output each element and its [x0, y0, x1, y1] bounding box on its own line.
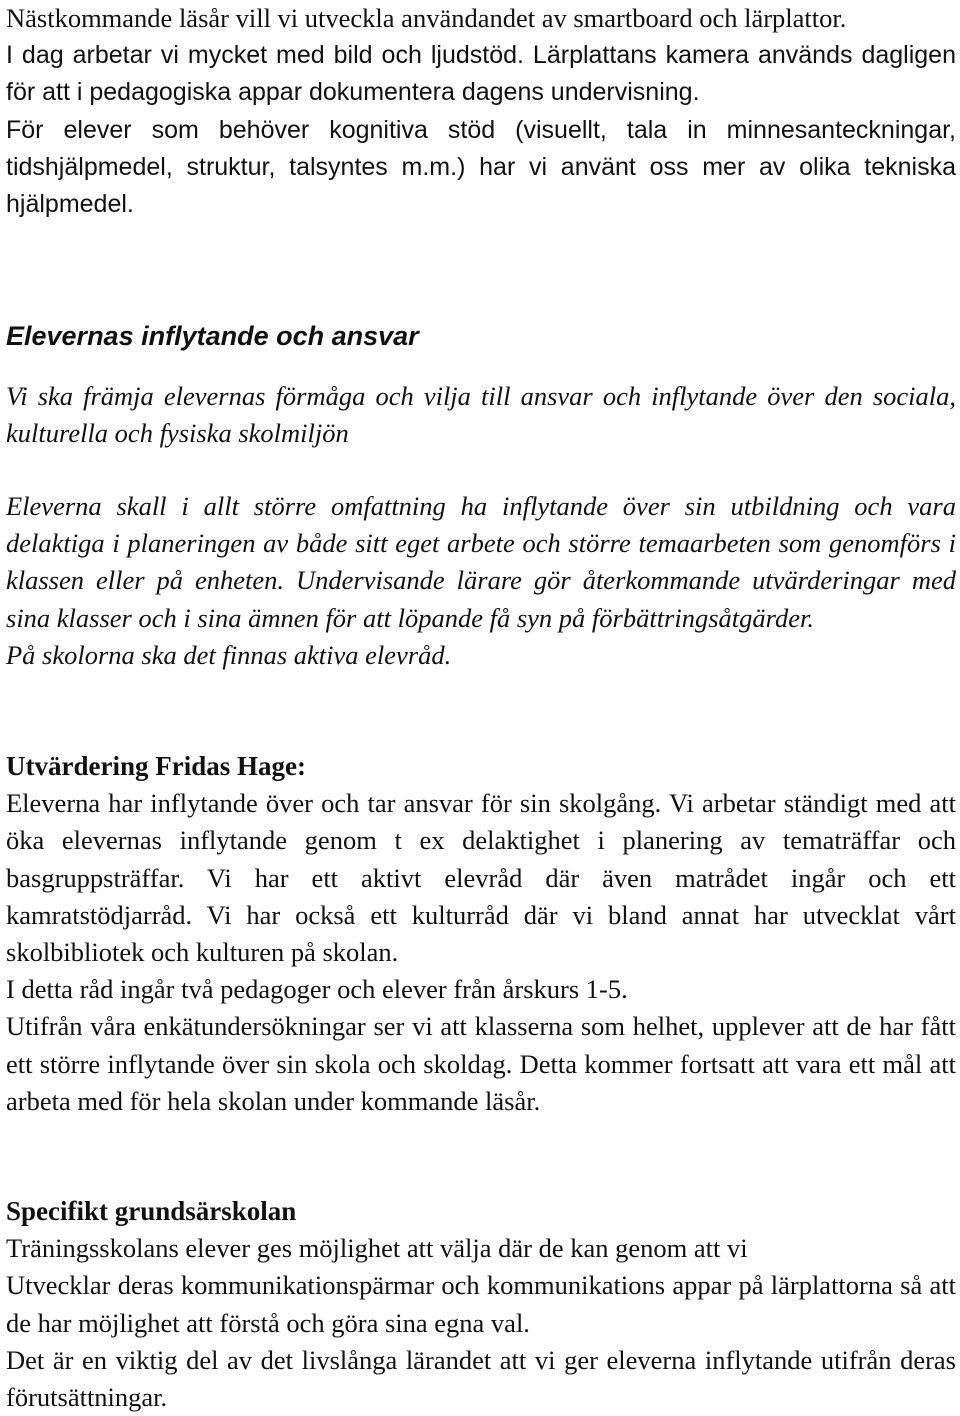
special-school-line-1: Träningsskolans elever ges möjlighet att välja där de kan genom att vi — [6, 1233, 748, 1264]
influence-body-text: Eleverna skall i allt större omfattning ha inflytande över sin utbildning och vara delaktiga i planeringen av både sitt eget arbete och större temaarbeten som genomförs i klassen eller på enheten. Undervisande lärare gör återkommande utvärderingar med sina klasser och i sina ämnen för att löpande få syn på förbättringsåtgärder. — [6, 491, 956, 633]
intro-line-cognitive-support: För elever som behöver kognitiva stöd (visuellt, tala in minnesanteckningar, tidshjälpmedel, struktur, talsyntes m.m.) har vi använt oss mer av olika tekniska hjälpmedel. — [6, 115, 956, 219]
intro-line-smartboard: Nästkommande läsår vill vi utveckla användandet av smartboard och lärplattor. — [6, 3, 847, 33]
special-school-paragraph-1: Utvecklar deras kommunikationspärmar och kommunikations appar på lärplattorna så att de har möjlighet att förstå och göra sina egna val. — [6, 1270, 956, 1338]
section-heading-influence: Elevernas inflytande och ansvar — [6, 321, 419, 351]
evaluation-paragraph-2: I detta råd ingår två pedagoger och elever från årskurs 1-5. — [6, 974, 628, 1005]
intro-line-image-sound: I dag arbetar vi mycket med bild och ljudstöd. Lärplattans kamera används dagligen för att i pedagogiska appar dokumentera dagens undervisning. — [6, 41, 956, 107]
evaluation-block — [6, 748, 956, 1120]
influence-body-block — [6, 488, 956, 674]
evaluation-paragraph-3: Utifrån våra enkätundersökningar ser vi att klasserna som helhet, upplever att de har fått ett större inflytande över sin skola och skoldag. Detta kommer fortsatt att vara ett mål att arbeta med för hela skolan under kommande läsår. — [6, 1011, 956, 1116]
intro-block — [6, 0, 956, 223]
special-school-block — [6, 1193, 956, 1416]
evaluation-paragraph-1: Eleverna har inflytande över och tar ansvar för sin skolgång. Vi arbetar ständigt med att öka elevernas inflytande genom t ex delaktighet i planering av tematräffar och basgruppsträffar. Vi har ett aktivt elevråd där även matrådet ingår och ett kamratstödjarråd. Vi har också ett kulturråd där vi bland annat har utvecklat vårt skolbibliotek och kulturen på skolan. — [6, 788, 956, 968]
influence-goal-text: Vi ska främja elevernas förmåga och vilja till ansvar och inflytande över den sociala, kulturella och fysiska skolmiljön — [6, 381, 956, 449]
section-heading-evaluation: Utvärdering Fridas Hage: — [6, 751, 306, 781]
influence-council-text: På skolorna ska det finnas aktiva elevråd. — [6, 639, 452, 670]
section-heading-special-school: Specifikt grundsärskolan — [6, 1196, 297, 1226]
influence-goal-block — [6, 378, 956, 452]
special-school-paragraph-2: Det är en viktig del av det livslånga lärandet att vi ger eleverna inflytande utifrån deras förutsättningar. — [6, 1344, 956, 1413]
